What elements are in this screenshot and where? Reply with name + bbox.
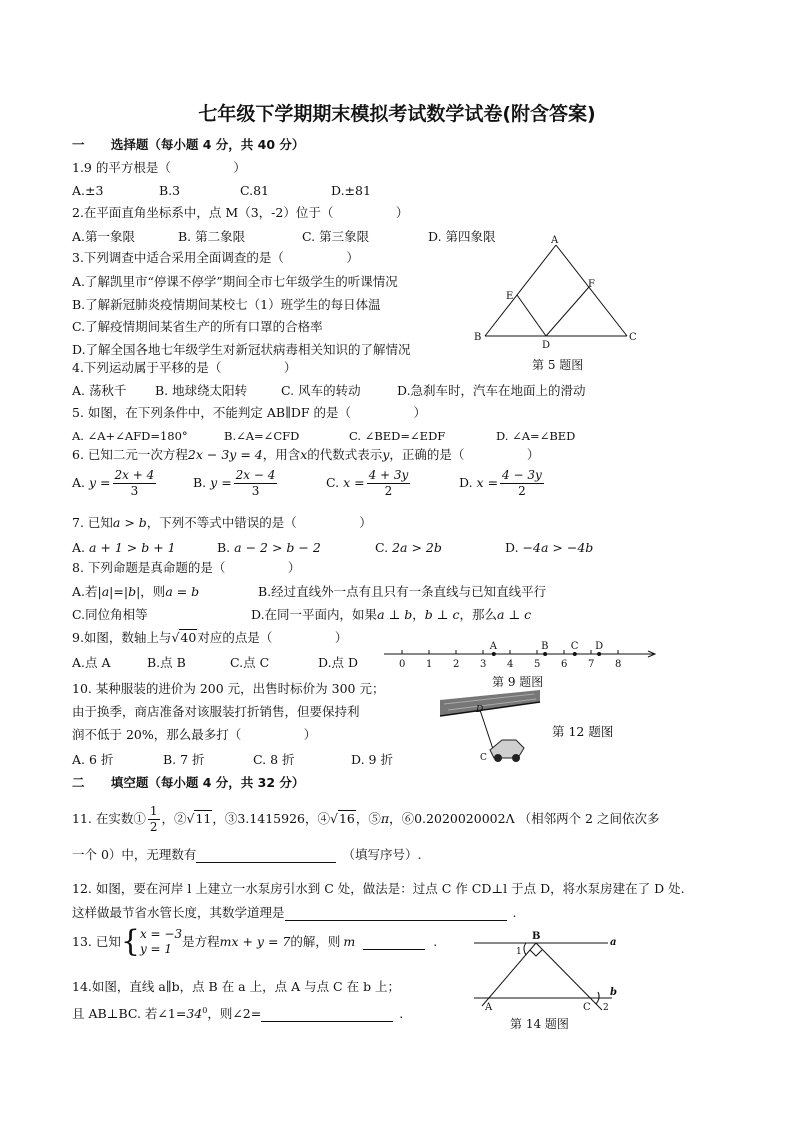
q11-sep2: ，② <box>161 811 187 826</box>
q10-option-c: C. 8 折 <box>253 752 295 767</box>
q6-c-lhs: x = <box>343 475 365 490</box>
fig14-label-a: A <box>485 1002 493 1013</box>
q1-option-b: B.3 <box>159 183 181 198</box>
q11-sqrt11: √11 <box>186 811 212 826</box>
q7-option-c <box>375 540 442 556</box>
q13-post: 的解，则 <box>290 934 341 949</box>
q6-c-denominator: 2 <box>384 484 393 498</box>
q7-b-letter: B. <box>217 540 231 555</box>
q3-stem: 3.下列调查中适合采用全面调查的是（ ） <box>72 250 359 265</box>
q12-line2-end: . <box>512 905 517 920</box>
q9-option-d: D.点 D <box>318 655 359 670</box>
house-dot-right <box>512 754 520 762</box>
q13-brace: { <box>120 924 140 959</box>
q6-b-letter: B. <box>193 475 207 490</box>
q12-line2-text: 这样做最节省水管长度，其数学道理是 <box>72 905 285 920</box>
q13-end: . <box>433 934 438 949</box>
q6-d-fraction <box>500 468 544 499</box>
q8-stem: 8. 下列命题是真命题的是（ ） <box>72 560 301 575</box>
q10-option-d: D. 9 折 <box>351 752 393 767</box>
q6-d-letter: D. <box>459 475 473 490</box>
q7-option-a <box>72 540 176 556</box>
q4-option-c: C. 风车的转动 <box>281 383 361 398</box>
number-line-point <box>573 652 577 656</box>
q4-option-a: A. 荡秋千 <box>72 383 127 398</box>
fig5-label-b: B <box>474 332 482 343</box>
q11-line1 <box>72 804 659 835</box>
q7-d-letter: D. <box>505 540 519 555</box>
q6-a-fraction <box>113 468 157 499</box>
q11-line2-pre: 一个 0）中，无理数有 <box>72 847 197 862</box>
q7-option-d <box>505 540 593 556</box>
q11-sep6: ，⑥0.2020020002Λ （相邻两个 2 之间依次多 <box>389 811 660 826</box>
q13-system <box>140 927 182 957</box>
q11-sep5: ，⑤ <box>355 811 381 826</box>
number-line-point <box>492 652 496 656</box>
q6-equation: 2x − 3y = 4 <box>187 447 263 462</box>
q14-line2-pre: 且 AB⊥BC. 若∠1= <box>72 1006 187 1022</box>
fig14-segment-ba <box>482 943 536 1006</box>
section-2-header <box>72 775 304 791</box>
q14-line2-end: . <box>399 1006 404 1022</box>
q13-eq2: y = 1 <box>139 942 173 956</box>
q6-a-lhs: y = <box>89 475 111 490</box>
q3-option-d: D.了解全国各地七年级学生对新冠状病毒相关知识的了解情况 <box>72 342 411 357</box>
q1-option-c: C.81 <box>240 183 269 198</box>
q7-a-expr: a + 1 > b + 1 <box>89 540 176 555</box>
pipe-line <box>480 710 494 752</box>
q6-c-numerator: 4 + 3y <box>368 468 409 482</box>
page-title: 七年级下学期期末模拟考试数学试卷(附含答案) <box>198 103 596 125</box>
q6-option-a <box>72 468 158 499</box>
q6-c-letter: C. <box>326 475 340 490</box>
q1-stem: 1.9 的平方根是（ ） <box>72 160 246 175</box>
q11-fraction <box>148 804 160 835</box>
q8-d-mid: ，那么 <box>459 607 497 622</box>
figure-5 <box>470 232 640 372</box>
fig5-side-ac <box>556 245 627 336</box>
q7-stem <box>72 515 372 531</box>
q8-d-expr2: b ⊥ c <box>424 607 460 622</box>
figure-9-number-line <box>380 636 660 688</box>
number-line-tick-label: 8 <box>615 659 622 670</box>
q6-d-numerator: 4 − 3y <box>502 468 542 482</box>
fig14-right-angle-mark <box>530 950 542 956</box>
q3-option-c: C.了解疫情期间某省生产的所有口罩的合格率 <box>72 319 323 334</box>
fig14-label-line-a: a <box>610 937 617 948</box>
q5-option-a: A. ∠A+∠AFD=180° <box>72 429 188 443</box>
q7-a-letter: A. <box>72 540 86 555</box>
q2-stem: 2.在平面直角坐标系中，点 M（3，-2）位于（ ） <box>72 205 409 220</box>
q9-post: 对应的点是（ ） <box>197 630 348 645</box>
q8-option-c: C.同位角相等 <box>72 607 148 622</box>
q13-answer-blank[interactable] <box>363 935 425 950</box>
fig14-caption: 第 14 题图 <box>510 1017 569 1031</box>
number-line-tick-label: 0 <box>399 659 406 670</box>
q11-sqrt16-radicand: 16 <box>338 811 355 826</box>
q6-a-denominator: 3 <box>130 484 139 498</box>
q9-radical: √40 <box>171 630 197 645</box>
q4-option-d: D.急刹车时，汽车在地面上的滑动 <box>397 383 586 398</box>
q6-var-x: x <box>300 447 308 462</box>
q12-answer-blank[interactable] <box>285 906 507 921</box>
q2-option-a: A.第一象限 <box>72 229 136 244</box>
number-line-tick-label: 3 <box>480 659 487 670</box>
fig14-angle1-arc <box>524 943 526 955</box>
q7-option-b <box>217 540 321 556</box>
q10-option-a: A. 6 折 <box>72 752 114 767</box>
q9-option-a: A.点 A <box>72 655 111 670</box>
q9-option-c: C.点 C <box>230 655 270 670</box>
q2-option-d: D. 第四象限 <box>428 229 496 244</box>
q6-option-b <box>193 468 279 499</box>
fig5-segment-ed <box>517 295 546 336</box>
q1-option-d: D.±81 <box>331 183 371 198</box>
q3-option-a: A.了解凯里市“停课不停学”期间全市七年级学生的听课情况 <box>72 274 398 289</box>
q7-c-letter: C. <box>375 540 389 555</box>
number-line-point-label: A <box>489 641 498 652</box>
q6-d-lhs: x = <box>476 475 499 490</box>
q13-pre: 13. 已知 <box>72 934 121 949</box>
fig14-label-b: B <box>532 931 541 942</box>
q14-degree-sup: 0 <box>202 1006 208 1015</box>
q6-b-lhs: y = <box>210 475 232 490</box>
q3-option-b: B.了解新冠肺炎疫情期间某校七（1）班学生的每日体温 <box>72 297 381 312</box>
q6-d-denominator: 2 <box>518 484 526 498</box>
q4-option-b: B. 地球绕太阳转 <box>155 383 248 398</box>
q6-post: ，正确的是（ ） <box>389 447 540 462</box>
q6-a-numerator: 2x + 4 <box>114 468 155 482</box>
fig12-label-c: C <box>480 753 487 763</box>
q14-line2-mid: ，则∠2= <box>207 1006 262 1022</box>
q10-line3: 润不低于 20%，那么最多打（ ） <box>72 727 317 742</box>
figure-12-river-image <box>436 686 546 766</box>
q14-answer-blank[interactable] <box>261 1007 393 1022</box>
q13-mid: 是方程 <box>182 934 220 949</box>
q12-line2 <box>72 905 517 921</box>
fig14-label-line-b: b <box>610 987 617 998</box>
q10-line1: 10. 某种服装的进价为 200 元，出售时标价为 300 元； <box>72 681 385 696</box>
q2-option-b: B. 第二象限 <box>178 229 246 244</box>
q8-option-a <box>72 584 199 600</box>
section-1-label: 选择题（每小题 4 分，共 40 分） <box>110 137 305 152</box>
q5-stem: 5. 如图，在下列条件中，不能判定 AB∥DF 的是（ ） <box>72 405 427 420</box>
q6-b-denominator: 3 <box>251 484 260 498</box>
q9-option-b: B.点 B <box>147 655 186 670</box>
fig9-caption: 第 9 题图 <box>492 675 544 688</box>
q11-sep3: ，③3.1415926，④ <box>212 811 330 826</box>
q10-line2: 由于换季，商店准备对该服装打折销售，但要保持利 <box>72 704 360 719</box>
q6-mid: ，用含 <box>262 447 301 462</box>
q13-equation: mx + y = 7 <box>219 934 291 949</box>
number-line-tick-label: 5 <box>534 659 541 670</box>
q11-fraction-num: 1 <box>149 804 158 818</box>
q8-a-end: a = b <box>165 584 200 599</box>
q8-a-expr: |a|=|b| <box>97 584 141 599</box>
q6-c-fraction <box>367 468 411 499</box>
q6-b-fraction <box>234 468 278 499</box>
q6-a-letter: A. <box>72 475 86 490</box>
q6-var-y: y <box>382 447 390 462</box>
q14-line2 <box>72 1003 403 1022</box>
q11-answer-blank[interactable] <box>196 848 336 863</box>
q5-option-d: D. ∠A=∠BED <box>496 429 576 443</box>
q11-sqrt11-radicand: 11 <box>195 811 212 826</box>
q6-option-d <box>459 468 546 499</box>
q9-pre: 9.如图，数轴上与 <box>72 630 172 645</box>
q7-b-expr: a − 2 > b − 2 <box>234 540 321 555</box>
number-line-tick-label: 7 <box>588 659 595 670</box>
q11-pi: π <box>380 811 390 826</box>
section-2-label: 填空题（每小题 4 分，共 32 分） <box>110 775 305 790</box>
fig14-label-c: C <box>583 1002 591 1013</box>
q10-option-b: B. 7 折 <box>163 752 205 767</box>
fig5-label-a: A <box>551 235 559 246</box>
q8-option-d <box>251 607 531 623</box>
q8-d-pre: D.在同一平面内，如果 <box>251 607 378 622</box>
q8-d-expr1: a ⊥ b <box>377 607 413 622</box>
number-line-tick-label: 2 <box>453 659 460 670</box>
number-line-point-label: D <box>595 641 604 652</box>
fig5-label-f: F <box>588 279 595 290</box>
fig5-segment-df <box>546 287 589 336</box>
q4-stem: 4.下列运动属于平移的是（ ） <box>72 360 297 375</box>
number-line-point <box>543 652 547 656</box>
number-line-tick-label: 1 <box>426 659 433 670</box>
q2-option-c: C. 第三象限 <box>302 229 370 244</box>
figure-14 <box>470 928 630 1034</box>
q13-line <box>72 924 438 959</box>
section-2-number: 二 <box>72 775 85 790</box>
fig5-side-ab <box>485 245 556 336</box>
q12-line1: 12. 如图，要在河岸 l 上建立一水泵房引水到 C 处，做法是：过点 C 作 CD⊥l 于点 D，将水泵房建在了 D 处. <box>72 881 685 896</box>
q7-post: ，下列不等式中错误的是（ ） <box>146 515 372 530</box>
q8-a-mid: ，则 <box>140 584 166 599</box>
q6-option-c <box>326 468 412 499</box>
number-line-tick-label: 4 <box>507 659 514 670</box>
q6-b-numerator: 2x − 4 <box>235 468 276 482</box>
q11-sqrt16: √16 <box>330 811 355 826</box>
fig12-label-d: D <box>476 705 484 715</box>
number-line-tick-label: 6 <box>561 659 568 670</box>
q6-mid2: 的代数式表示 <box>307 447 383 462</box>
number-line-point-label: B <box>541 641 549 652</box>
q13-eq1: x = −3 <box>139 927 183 941</box>
q11-line2 <box>72 847 421 863</box>
number-line-point <box>597 652 601 656</box>
fig5-label-c: C <box>629 332 637 343</box>
q6-stem <box>72 447 539 463</box>
section-1-number: 一 <box>72 137 85 152</box>
q11-fraction-den: 2 <box>149 820 158 834</box>
fig5-caption: 第 5 题图 <box>532 358 584 372</box>
q5-option-c: C. ∠BED=∠EDF <box>349 429 446 443</box>
fig14-label-angle2: 2 <box>603 1003 609 1013</box>
q11-line2-post: （填写序号）. <box>342 847 422 862</box>
q11-pre: 11. 在实数① <box>72 811 146 826</box>
q7-pre: 7. 已知 <box>72 515 113 530</box>
q7-condition: a > b <box>112 515 147 530</box>
q1-option-a: A.±3 <box>72 183 104 198</box>
q5-option-b: B.∠A=∠CFD <box>224 429 300 443</box>
q14-angle-value: 34 <box>186 1006 203 1022</box>
q14-line1: 14.如图，直线 a∥b，点 B 在 a 上，点 A 与点 C 在 b 上； <box>72 979 401 994</box>
fig14-segment-bc <box>536 943 602 1010</box>
q8-a-pre: A.若 <box>72 584 98 599</box>
q7-c-expr: 2a > 2b <box>392 540 442 555</box>
fig12-caption: 第 12 题图 <box>552 724 614 739</box>
fig5-label-d: D <box>542 340 551 351</box>
q9-stem <box>72 630 347 646</box>
section-1-header <box>72 137 304 153</box>
q6-pre: 6. 已知二元一次方程 <box>72 447 188 462</box>
q9-radicand: 40 <box>180 630 197 645</box>
house-dot-left <box>494 754 502 762</box>
fig14-label-angle1: 1 <box>516 947 522 957</box>
q8-option-b: B.经过直线外一点有且只有一条直线与已知直线平行 <box>258 584 547 599</box>
fig5-label-e: E <box>506 291 514 302</box>
q8-d-sep: ， <box>412 607 425 622</box>
q13-var-m: m <box>343 934 356 949</box>
number-line-point-label: C <box>570 641 579 652</box>
q7-d-expr: −4a > −4b <box>522 540 594 555</box>
q8-d-expr3: a ⊥ c <box>496 607 532 622</box>
